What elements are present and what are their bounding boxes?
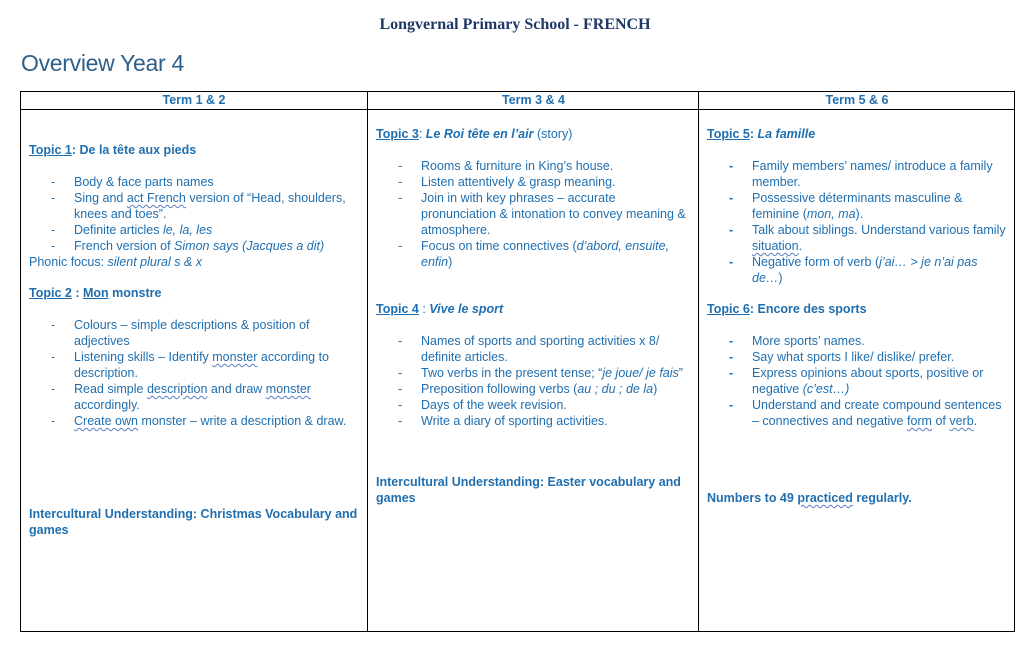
list-item xyxy=(29,381,361,413)
topic-name: Encore des sports xyxy=(757,302,867,316)
overview-table xyxy=(20,91,1015,632)
item-text-italic: au ; du ; de la xyxy=(577,382,654,396)
term-header: Term 3 & 4 xyxy=(368,92,699,110)
item-text-italic: j’ai… > je n’ai pas de… xyxy=(752,255,978,285)
item-text: ). xyxy=(855,207,864,221)
list-item xyxy=(29,349,361,381)
topic-block xyxy=(376,301,693,429)
topic-list xyxy=(707,158,1009,286)
topic-block xyxy=(707,126,1009,286)
topic-separator: : xyxy=(418,127,426,141)
list-item xyxy=(707,158,1009,190)
spellcheck-text: monster xyxy=(212,350,258,364)
item-text: Rooms & furniture in King’s house. xyxy=(421,159,614,173)
topic-list xyxy=(376,333,693,429)
item-text: Family members’ names/ introduce a family member. xyxy=(752,159,993,189)
topic-title xyxy=(376,301,693,317)
term-cell xyxy=(368,110,699,631)
numbers-note xyxy=(707,490,1009,506)
topic-separator: : xyxy=(71,143,77,157)
item-text: Definite articles xyxy=(74,223,163,237)
item-text: Colours – simple descriptions & position of adjectives xyxy=(74,318,310,348)
topic-separator: : xyxy=(749,302,758,316)
phonic-label: Phonic focus: xyxy=(29,255,108,269)
list-item xyxy=(29,413,361,429)
item-text: Join in with key phrases – accurate pronunciation & intonation to convey meaning & atmosphere. xyxy=(421,191,686,237)
list-item xyxy=(29,238,361,254)
item-text: and draw xyxy=(207,382,266,396)
spellcheck-text: verb xyxy=(949,414,974,428)
topic-name-rest: monstre xyxy=(108,286,162,300)
topic-label: Topic 6 xyxy=(707,302,750,316)
item-text-italic: d’abord, ensuite, enfin xyxy=(421,239,670,269)
topic-title xyxy=(707,301,1009,317)
phonic-focus xyxy=(29,254,361,270)
topic-block xyxy=(376,126,693,270)
topic-block xyxy=(29,285,361,429)
item-text-italic: Simon says (Jacques a dit) xyxy=(174,239,325,253)
item-text: French version of xyxy=(74,239,175,253)
term-header: Term 1 & 2 xyxy=(21,92,367,110)
item-text: Understand and create compound sentences – connectives and negative xyxy=(752,398,1002,428)
list-item xyxy=(376,190,693,238)
item-text: Possessive déterminants masculine & feminine ( xyxy=(752,191,963,221)
topic-label: Topic 3 xyxy=(376,127,419,141)
term-header: Term 5 & 6 xyxy=(699,92,1015,110)
topic-title xyxy=(707,126,1009,142)
spellcheck-text: act French xyxy=(126,191,186,205)
item-text-italic: (c’est…) xyxy=(802,382,850,396)
list-item xyxy=(29,317,361,349)
topic-block xyxy=(707,301,1009,429)
item-text: Focus on time connectives ( xyxy=(421,239,577,253)
page-heading: Overview Year 4 xyxy=(21,50,184,76)
spellcheck-text: Create own xyxy=(74,414,138,428)
item-text: Sing and xyxy=(74,191,127,205)
topic-name: Le Roi tête en l’air xyxy=(425,127,534,141)
list-item xyxy=(707,222,1009,254)
spellcheck-text: practiced xyxy=(797,491,853,505)
topic-block xyxy=(29,142,361,270)
item-text: Names of sports and sporting activities x 8/ definite articles. xyxy=(421,334,660,364)
list-item xyxy=(707,349,1009,365)
topic-name-word: Mon xyxy=(82,286,109,300)
term-column-2 xyxy=(367,92,699,631)
item-text: Two verbs in the present tense; “ xyxy=(421,366,603,380)
list-item xyxy=(376,365,693,381)
item-text-italic: mon, ma xyxy=(806,207,856,221)
list-item xyxy=(376,333,693,365)
item-text: of xyxy=(931,414,950,428)
list-item xyxy=(29,190,361,222)
topic-label: Topic 2 xyxy=(29,286,72,300)
topic-name: De la tête aux pieds xyxy=(76,143,197,157)
item-text: Read simple xyxy=(74,382,147,396)
topic-separator: : xyxy=(749,127,758,141)
phonic-value: silent plural s & x xyxy=(107,255,202,269)
list-item xyxy=(707,254,1009,286)
item-text: Negative form of verb ( xyxy=(752,255,880,269)
item-text: Write a diary of sporting activities. xyxy=(421,414,608,428)
item-text: Talk about siblings. Understand various family xyxy=(752,223,1006,237)
topic-list xyxy=(29,317,361,429)
item-text: Express opinions about sports, positive or negative xyxy=(752,366,984,396)
item-text: ) xyxy=(448,255,453,269)
term-column-1 xyxy=(21,92,367,631)
term-cell xyxy=(699,110,1015,631)
item-text: Preposition following verbs ( xyxy=(421,382,578,396)
list-item xyxy=(376,174,693,190)
item-text: Body & face parts names xyxy=(74,175,214,189)
list-item xyxy=(707,190,1009,222)
topic-name: Vive le sport xyxy=(429,302,504,316)
list-item xyxy=(376,381,693,397)
item-text-italic: le, la, les xyxy=(162,223,213,237)
list-item xyxy=(376,158,693,174)
intercultural-note: Intercultural Understanding: Christmas Vocabulary and games xyxy=(29,507,358,537)
topic-list xyxy=(376,158,693,270)
item-text: . xyxy=(798,239,803,253)
item-text: Say what sports I like/ dislike/ prefer. xyxy=(752,350,955,364)
topic-list xyxy=(707,333,1009,429)
note-text: Numbers to 49 xyxy=(707,491,798,505)
topic-separator: : xyxy=(418,302,430,316)
item-text: version of “Head, shoulders, knees and toes”. xyxy=(74,191,346,221)
topic-label: Topic 5 xyxy=(707,127,750,141)
topic-list xyxy=(29,174,361,254)
item-text: Listen attentively & grasp meaning. xyxy=(421,175,616,189)
list-item xyxy=(29,222,361,238)
topic-separator: : xyxy=(71,286,83,300)
list-item xyxy=(707,333,1009,349)
spellcheck-text: monster xyxy=(265,382,311,396)
topic-title xyxy=(29,285,361,301)
item-text: More sports’ names. xyxy=(752,334,865,348)
topic-label: Topic 4 xyxy=(376,302,419,316)
list-item xyxy=(376,397,693,413)
item-text: according to description. xyxy=(74,350,329,380)
topic-suffix: (story) xyxy=(533,127,573,141)
item-text: accordingly. xyxy=(74,398,140,412)
item-text: . xyxy=(973,414,978,428)
item-text-italic: je joue/ je fais xyxy=(602,366,679,380)
list-item xyxy=(376,413,693,429)
note-text: regularly. xyxy=(852,491,912,505)
topic-label: Topic 1 xyxy=(29,143,72,157)
spellcheck-text: description xyxy=(146,382,208,396)
document-title: Longvernal Primary School - FRENCH xyxy=(379,16,651,33)
spellcheck-text: form xyxy=(906,414,932,428)
item-text: Listening skills – Identify xyxy=(74,350,213,364)
list-item xyxy=(376,238,693,270)
item-text: ) xyxy=(778,271,783,285)
item-text: ” xyxy=(678,366,683,380)
topic-title xyxy=(29,142,361,158)
list-item xyxy=(707,365,1009,397)
topic-title xyxy=(376,126,693,142)
item-text: Days of the week revision. xyxy=(421,398,567,412)
item-text: ) xyxy=(653,382,658,396)
item-text: monster – write a description & draw. xyxy=(137,414,347,428)
list-item xyxy=(707,397,1009,429)
list-item xyxy=(29,174,361,190)
spellcheck-text: situation xyxy=(752,239,799,253)
term-cell xyxy=(21,110,367,631)
term-column-3 xyxy=(698,92,1015,631)
intercultural-note: Intercultural Understanding: Easter vocabulary and games xyxy=(376,475,681,505)
topic-name: La famille xyxy=(757,127,816,141)
